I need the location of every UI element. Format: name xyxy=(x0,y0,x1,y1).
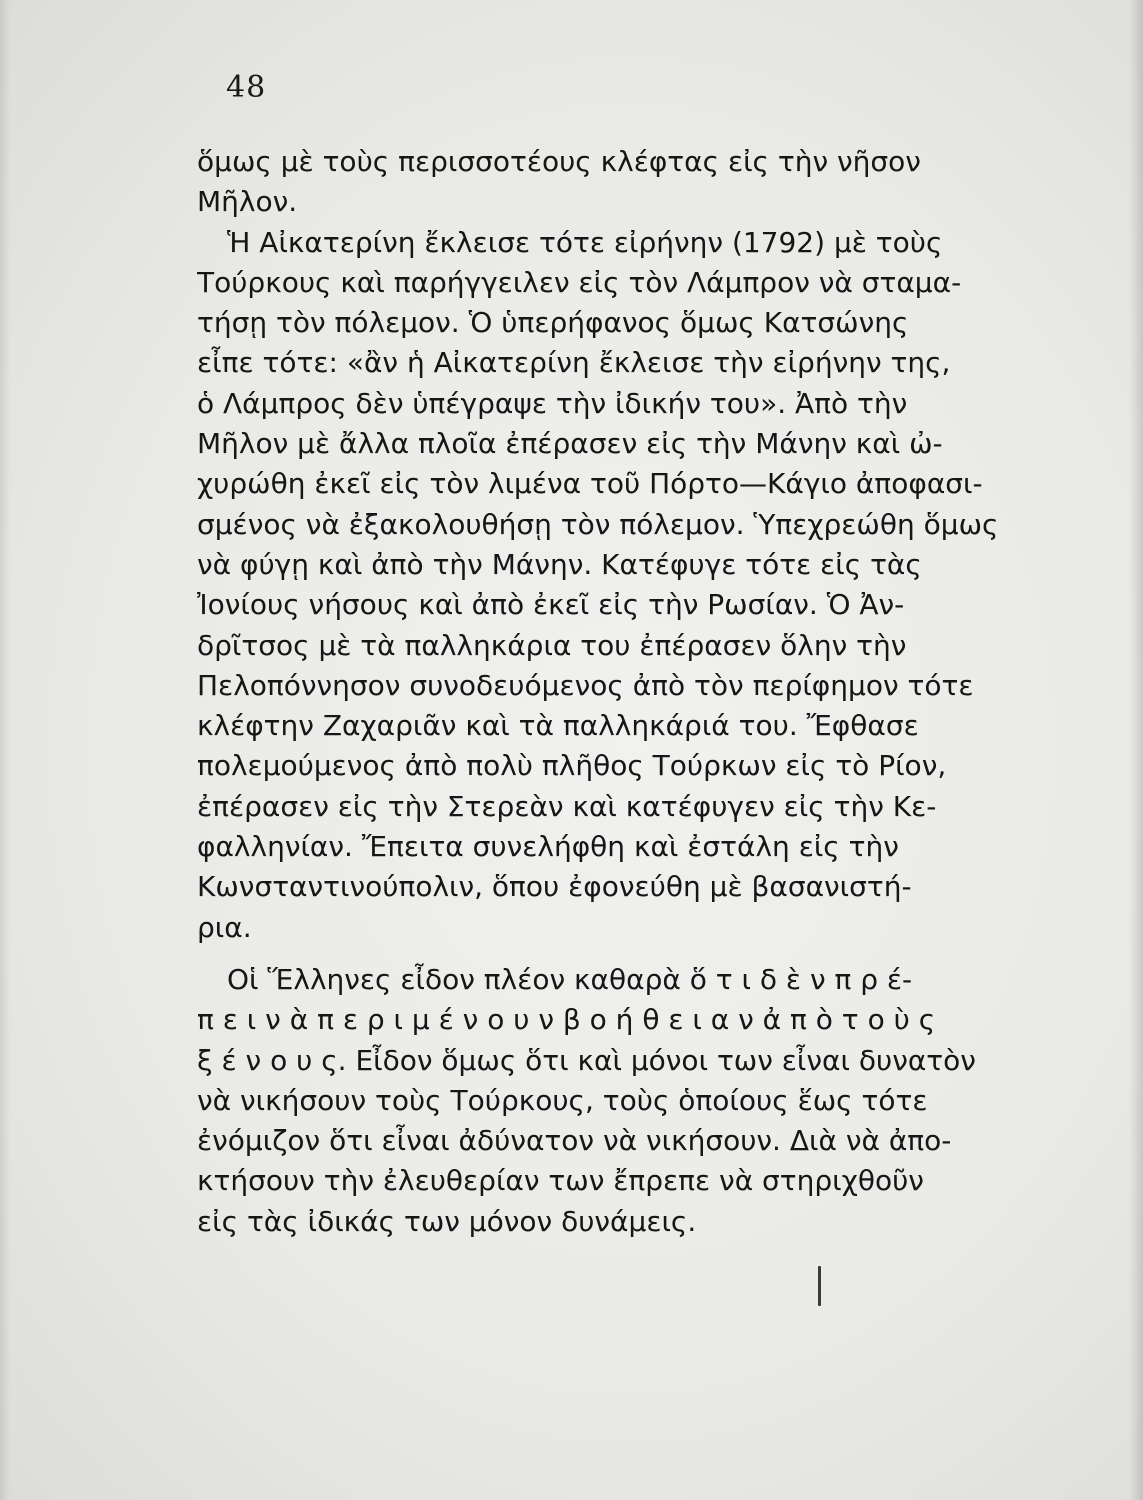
text-line: Μῆλον. xyxy=(197,185,298,219)
text-line: ρια. xyxy=(197,910,252,944)
text-line: ξ έ ν ο υ ς. Εἶδον ὅμως ὅτι καὶ μόνοι των εἶναι δυνατὸν xyxy=(197,1043,976,1077)
text-line: φαλληνίαν. Ἔπειτα συνελήφθη καὶ ἐστάλη εἰς τὴν xyxy=(197,830,899,864)
text-line: Πελοπόννησον συνοδευόμενος ἀπὸ τὸν περίφημον τότε xyxy=(197,668,974,702)
text-line: πολεμούμενος ἀπὸ πολὺ πλῆθος Τούρκων εἰς τὸ Ρίον, xyxy=(197,749,947,783)
paragraph-gap xyxy=(197,948,1085,960)
paragraph-start-line: Οἱ Ἕλληνες εἶδον πλέον καθαρὰ ὅ τ ι δ ὲ ν π ρ έ- xyxy=(227,962,913,996)
pencil-mark xyxy=(818,1266,821,1306)
text-line: κλέφτην Ζαχαριᾶν καὶ τὰ παλληκάριά του. Ἔφθασε xyxy=(197,709,919,743)
text-line: κτήσουν τὴν ἐλευθερίαν των ἔπρεπε νὰ στηριχθοῦν xyxy=(197,1164,924,1198)
text-line: εἶπε τότε: «ἂν ἡ Αἰκατερίνη ἔκλεισε τὴν εἰρήνην της, xyxy=(197,346,951,380)
page-shadow-left xyxy=(0,0,10,1500)
text-line: χυρώθη ἐκεῖ εἰς τὸν λιμένα τοῦ Πόρτο—Κάγιο ἀποφασι- xyxy=(197,467,983,501)
text-line: ἐνόμιζον ὅτι εἶναι ἀδύνατον νὰ νικήσουν. Διὰ νὰ ἀπο- xyxy=(197,1124,952,1158)
page-number: 48 xyxy=(226,70,267,105)
text-line: ὁ Λάμπρος δὲν ὑπέγραψε τὴν ἰδικήν του». Ἀπὸ τὴν xyxy=(197,386,908,420)
text-line: π ε ι ν ὰ π ε ρ ι μ έ ν ο υ ν β ο ή θ ε ι α ν ἀ π ὸ τ ο ὺ ς xyxy=(197,1003,936,1037)
text-line: νὰ νικήσουν τοὺς Τούρκους, τοὺς ὁποίους ἕως τότε xyxy=(197,1083,928,1117)
text-line: ἐπέρασεν εἰς τὴν Στερεὰν καὶ κατέφυγεν εἰς τὴν Κε- xyxy=(197,789,937,823)
text-line: δρῖτσος μὲ τὰ παλληκάρια του ἐπέρασεν ὅλην τὴν xyxy=(197,628,907,662)
text-line: Τούρκους καὶ παρήγγειλεν εἰς τὸν Λάμπρον νὰ σταμα- xyxy=(197,265,962,299)
text-line: Κωνσταντινούπολιν, ὅπου ἐφονεύθη μὲ βασανιστή- xyxy=(197,870,912,904)
text-line: Ἰονίους νήσους καὶ ἀπὸ ἐκεῖ εἰς τὴν Ρωσίαν. Ὁ Ἀν- xyxy=(197,588,905,622)
text-line: σμένος νὰ ἐξακολουθήσῃ τὸν πόλεμον. Ὑπεχρεώθη ὅμως xyxy=(197,507,999,541)
text-line: εἰς τὰς ἰδικάς των μόνον δυνάμεις. xyxy=(197,1204,697,1238)
body-text xyxy=(197,142,1085,1242)
text-line: τήσῃ τὸν πόλεμον. Ὁ ὑπερήφανος ὅμως Κατσώνης xyxy=(197,306,909,340)
text-line: Μῆλον μὲ ἄλλα πλοῖα ἐπέρασεν εἰς τὴν Μάνην καὶ ὠ- xyxy=(197,427,943,461)
text-line: νὰ φύγῃ καὶ ἀπὸ τὴν Μάνην. Κατέφυγε τότε εἰς τὰς xyxy=(197,547,922,581)
paragraph-start-line: Ἡ Αἰκατερίνη ἔκλεισε τότε εἰρήνην (1792) μὲ τοὺς xyxy=(227,225,943,259)
page-shadow-right xyxy=(1129,0,1143,1500)
text-line: ὅμως μὲ τοὺς περισσοτέους κλέφτας εἰς τὴν νῆσον xyxy=(197,145,921,178)
